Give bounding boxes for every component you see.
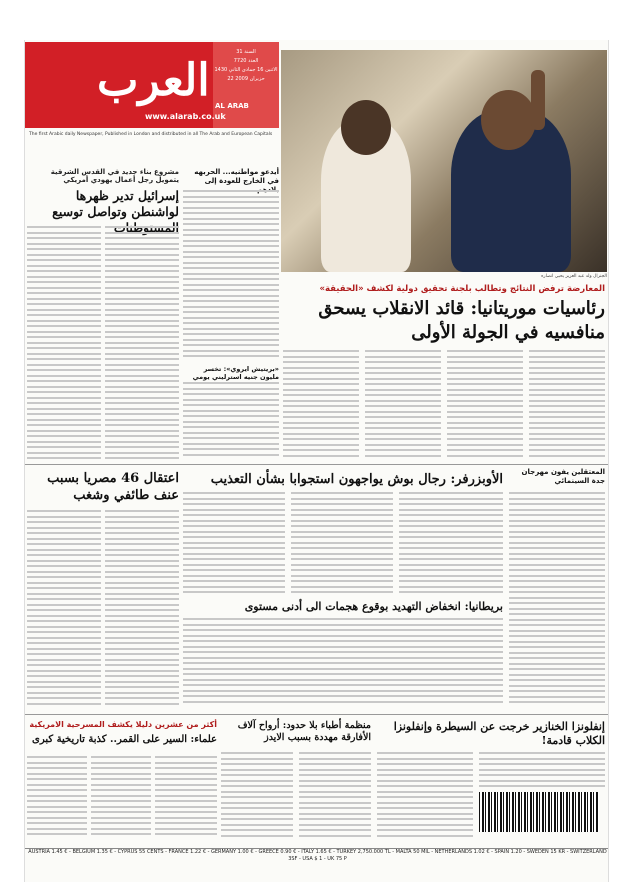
photo-caption: الجنرال ولد عبد العزيز يحيي انصاره <box>541 274 607 279</box>
arrests-headline: اعتقال 46 مصريا بسبب عنف طائفي وشغب <box>47 471 179 503</box>
info-line: 22 حزيران 2009 <box>227 76 265 82</box>
text-column <box>27 756 87 844</box>
text-column <box>183 382 279 462</box>
lead-photo <box>281 50 607 272</box>
britain-headline: بريطانيا: انخفاض التهديد بوقوع هجمات الى أدنى مستوى <box>244 600 503 613</box>
text-column <box>377 752 473 844</box>
text-column <box>447 350 523 460</box>
lead-kicker: المعارضة ترفض النتائج وتطالب بلجنة تحقيق دولية لكشف «الحقيقة» <box>319 284 605 294</box>
masthead-logo: العرب <box>97 55 210 106</box>
section-rule <box>25 464 609 465</box>
text-column <box>291 492 393 596</box>
sinai-headline: المعتقلين يفون مهرجان جدة السينمائي <box>521 468 605 485</box>
text-column <box>399 492 503 596</box>
text-column <box>283 350 359 460</box>
barcode <box>479 792 599 832</box>
israel-kicker: مشروع بناء جديد في القدس الشرقية يتمويل رجل أعمال يهودي أمريكي <box>50 168 179 184</box>
israel-headline: إسرائيل تدير ظهرها لواشنطن وتواصل توسيع <box>52 188 179 219</box>
price-bar: AUSTRIA 1.45 € - BELGIUM 1.35 € - CYPRUS 55 CENTS - FRANCE 1.22 € - GERMANY 1.00 € - GREECE 0.90 € - ITALY 1.65 € - TURKEY 2,750.000 TL - MALTA 50 MIL - NETHERLANDS 1.02 € - SPAIN 1.20 - SWEDEN 15 KR - SWITZERLAND 3SF - USA $ 1 - UK 75 P <box>25 848 609 862</box>
text-column <box>183 492 285 596</box>
masthead-latin: AL ARAB <box>215 102 249 110</box>
masthead <box>25 42 279 128</box>
text-column <box>183 190 279 360</box>
text-column <box>105 510 179 710</box>
lead-headline-1: رئاسيات موريتانيا: قائد الانقلاب يسحق <box>318 298 605 319</box>
text-column <box>221 752 293 844</box>
section-rule <box>25 714 609 715</box>
text-column <box>91 756 151 844</box>
scholars-kicker: أكثر من عشرين دليلا يكشف المسرحية الامريكية <box>29 720 217 729</box>
text-column <box>27 510 101 710</box>
text-column <box>529 350 605 460</box>
info-line: الاثنين 16 جمادى الثاني 1430 <box>214 67 278 73</box>
info-line: العدد 7720 <box>233 58 259 64</box>
text-column <box>509 492 605 706</box>
text-column <box>155 756 217 844</box>
text-column <box>365 350 441 460</box>
masthead-tagline: The first Arabic daily Newspaper, Published in London and distributed in all The Arab and European Capitals <box>29 132 273 137</box>
text-column <box>479 752 605 790</box>
photo-figure-head <box>481 90 536 150</box>
text-column <box>299 752 371 844</box>
photo-raised-hand <box>531 70 545 130</box>
scholars-headline: علماء: السير على القمر.. كذبة تاريخية كبرى <box>32 734 217 745</box>
info-line: السنة 31 <box>236 49 256 55</box>
sudan-headline: أيدعو مواطنيه... الحربهه في الخارج للعودة إلى <box>194 168 279 185</box>
masthead-url: www.alarab.co.uk <box>145 112 226 121</box>
flu-headline: إنفلونزا الخنازير خرجت عن السيطرة وإنفلونزا الكلاب قادمة! <box>393 720 605 747</box>
torture-headline: الأوبزرفر: رجال بوش يواجهون استجوابا بشأن التعذيب <box>210 472 503 487</box>
interview-headline: «بريتيش ايروي»: تخسر مليون جنيه استرليني يومي <box>192 365 279 381</box>
text-column <box>105 226 179 462</box>
lead-headline-2: منافسيه في الجولة الأولى <box>411 322 605 343</box>
aids-headline: منظمة أطباء بلا حدود: أرواح آلاف الأفارقة مهددة بسبب الايدز <box>237 720 371 743</box>
text-column <box>27 226 101 462</box>
photo-figure-head <box>341 100 391 155</box>
newspaper-page <box>24 40 609 882</box>
text-column <box>183 618 503 710</box>
